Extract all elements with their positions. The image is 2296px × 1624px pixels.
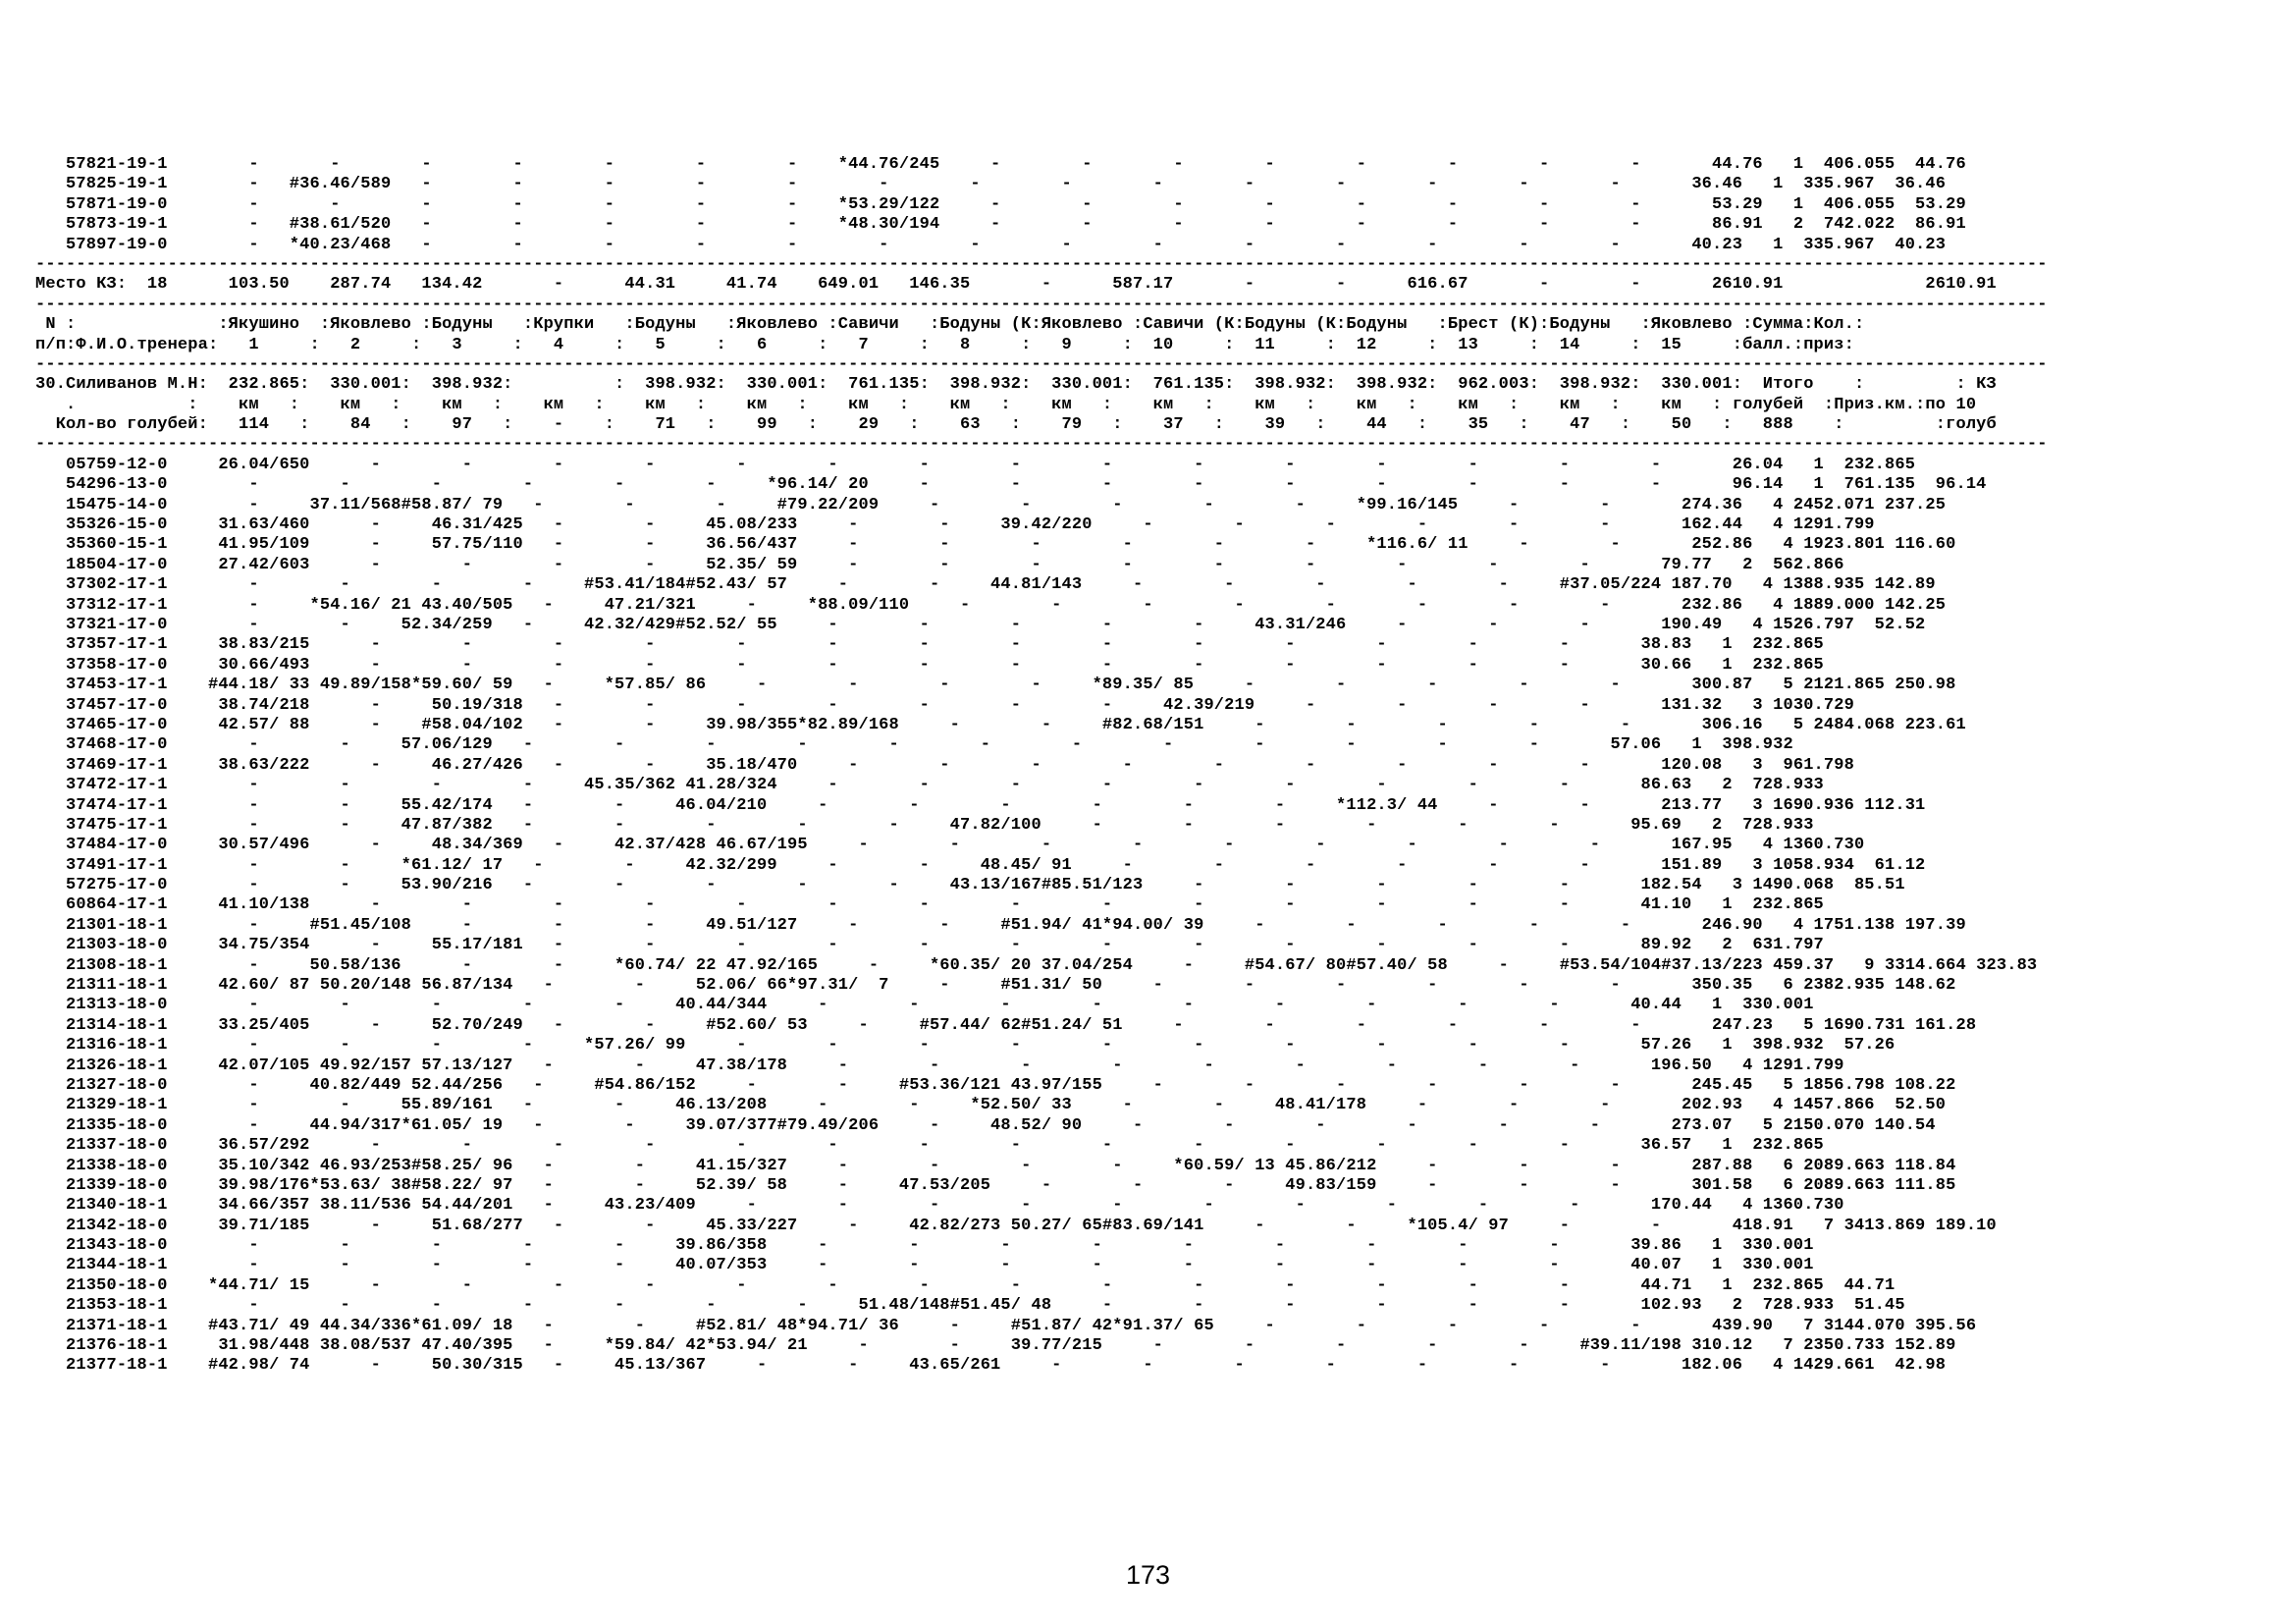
table-row: 57275-17-0 - - 53.90/216 - - - - - 43.13/167#85.51/123 - - - - - 182.54 3 1490.068 85.51 xyxy=(35,876,1905,895)
table-row: 21316-18-1 - - - - *57.26/ 99 - - - - - - - - - - 57.26 1 398.932 57.26 xyxy=(35,1036,1896,1056)
table-row: 21301-18-1 - #51.45/108 - - - 49.51/127 - - #51.94/ 41*94.00/ 39 - - - - - 246.90 4 1751.138 197.39 xyxy=(35,915,1966,935)
table-row: 21344-18-1 - - - - - 40.07/353 - - - - - - - - - 40.07 1 330.001 xyxy=(35,1256,1814,1275)
table-row: 21335-18-0 - 44.94/317*61.05/ 19 - - 39.07/377#79.49/206 - 48.52/ 90 - - - - - - 273.07 5 2150.070 140.54 xyxy=(35,1115,1936,1135)
table-row: 57825-19-1 - #36.46/589 - - - - - - - - - - - - - - 36.46 1 335.967 36.46 xyxy=(35,175,1947,194)
table-row: 21327-18-0 - 40.82/449 52.44/256 - #54.86/152 - - #53.36/121 43.97/155 - - - - - - 245.45 5 1856.798 108.22 xyxy=(35,1075,1956,1095)
table-row: 35326-15-0 31.63/460 - 46.31/425 - - 45.08/233 - - 39.42/220 - - - - - - 162.44 4 1291.799 xyxy=(35,515,1875,535)
summary-row: Место КЗ: 18 103.50 287.74 134.42 - 44.31 41.74 649.01 146.35 - 587.17 - - 616.67 - - 2610.91 2610.91 xyxy=(35,275,1997,295)
table-row: 21311-18-1 42.60/ 87 50.20/148 56.87/134 - - 52.06/ 66*97.31/ 7 - #51.31/ 50 - - - - - - 350.35 6 2382.935 148.62 xyxy=(35,976,1956,996)
table-row: 57871-19-0 - - - - - - - *53.29/122 - - - - - - - - 53.29 1 406.055 53.29 xyxy=(35,194,1966,214)
rule-line: ------------------------------------------------------------------------------------------------------------------------------------------------------------------------------------------------------ xyxy=(35,435,2048,455)
table-row: 21339-18-0 39.98/176*53.63/ 38#58.22/ 97 - - 52.39/ 58 - 47.53/205 - - - 49.83/159 - - - 301.58 6 2089.663 111.85 xyxy=(35,1175,1956,1195)
table-row: 37321-17-0 - - 52.34/259 - 42.32/429#52.52/ 55 - - - - - 43.31/246 - - - 190.49 4 1526.797 52.52 xyxy=(35,615,1926,634)
table-row: 37358-17-0 30.66/493 - - - - - - - - - - - - - - 30.66 1 232.865 xyxy=(35,655,1824,675)
table-row: 05759-12-0 26.04/650 - - - - - - - - - - - - - - - 26.04 1 232.865 xyxy=(35,455,1916,474)
trainer-header-row: . : км : км : км : км : км : км : км : км : км : км : км : км : км : км : км : голубей :Приз.км.:по 10 xyxy=(35,395,1977,414)
table-row: 21329-18-1 - - 55.89/161 - - 46.13/208 - - *52.50/ 33 - - 48.41/178 - - - 202.93 4 1457.866 52.50 xyxy=(35,1096,1947,1115)
table-row: 21350-18-0 *44.71/ 15 - - - - - - - - - - - - - - 44.71 1 232.865 44.71 xyxy=(35,1275,1896,1295)
table-row: 37312-17-1 - *54.16/ 21 43.40/505 - 47.21/321 - *88.09/110 - - - - - - - - 232.86 4 1889.000 142.25 xyxy=(35,595,1947,615)
table-row: 21376-18-1 31.98/448 38.08/537 47.40/395 - *59.84/ 42*53.94/ 21 - - 39.77/215 - - - - - #39.11/198 310.12 7 2350.733 152.89 xyxy=(35,1336,1956,1356)
table-row: 37302-17-1 - - - - #53.41/184#52.43/ 57 - - 44.81/143 - - - - - #37.05/224 187.70 4 1388.935 142.89 xyxy=(35,575,1936,595)
results-table-listing xyxy=(35,155,2048,1377)
table-row: 21353-18-1 - - - - - - - 51.48/148#51.45/ 48 - - - - - - 102.93 2 728.933 51.45 xyxy=(35,1296,1905,1316)
table-row: 57897-19-0 - *40.23/468 - - - - - - - - - - - - - - 40.23 1 335.967 40.23 xyxy=(35,235,1947,254)
table-row: 21326-18-1 42.07/105 49.92/157 57.13/127 - - 47.38/178 - - - - - - - - - 196.50 4 1291.799 xyxy=(35,1056,1844,1075)
trainer-header-row: Кол-во голубей: 114 : 84 : 97 : - : 71 : 99 : 29 : 63 : 79 : 37 : 39 : 44 : 35 : 47 : 50 : 888 : :голуб xyxy=(35,415,1997,435)
table-row: 37472-17-1 - - - - 45.35/362 41.28/324 - - - - - - - - - 86.63 2 728.933 xyxy=(35,776,1824,795)
rule-line: ------------------------------------------------------------------------------------------------------------------------------------------------------------------------------------------------------ xyxy=(35,295,2048,314)
table-row: 37475-17-1 - - 47.87/382 - - - - - 47.82/100 - - - - - - 95.69 2 728.933 xyxy=(35,815,1814,835)
table-row: 54296-13-0 - - - - - - *96.14/ 20 - - - - - - - - - 96.14 1 761.135 96.14 xyxy=(35,475,1987,495)
table-row: 60864-17-1 41.10/138 - - - - - - - - - - - - - - 41.10 1 232.865 xyxy=(35,895,1824,915)
table-row: 21340-18-1 34.66/357 38.11/536 54.44/201 - 43.23/409 - - - - - - - - - - 170.44 4 1360.730 xyxy=(35,1196,1844,1216)
table-row: 35360-15-1 41.95/109 - 57.75/110 - - 36.56/437 - - - - - - *116.6/ 11 - - 252.86 4 1923.801 116.60 xyxy=(35,535,1956,555)
table-row: 37468-17-0 - - 57.06/129 - - - - - - - - - - - - 57.06 1 398.932 xyxy=(35,735,1793,755)
table-row: 21342-18-0 39.71/185 - 51.68/277 - - 45.33/227 - 42.82/273 50.27/ 65#83.69/141 - - *105.4/ 97 - - 418.91 7 3413.869 189.10 xyxy=(35,1216,1997,1235)
table-row: 37357-17-1 38.83/215 - - - - - - - - - - - - - - 38.83 1 232.865 xyxy=(35,635,1824,655)
table-row: 21371-18-1 #43.71/ 49 44.34/336*61.09/ 18 - - #52.81/ 48*94.71/ 36 - #51.87/ 42*91.37/ 65 - - - - - 439.90 7 3144.070 395.56 xyxy=(35,1316,1977,1335)
table-row: 21377-18-1 #42.98/ 74 - 50.30/315 - 45.13/367 - - 43.65/261 - - - - - - - 182.06 4 1429.661 42.98 xyxy=(35,1356,1947,1376)
table-row: 21303-18-0 34.75/354 - 55.17/181 - - - - - - - - - - - - 89.92 2 631.797 xyxy=(35,936,1824,955)
table-row: 21337-18-0 36.57/292 - - - - - - - - - - - - - - 36.57 1 232.865 xyxy=(35,1136,1824,1156)
table-row: 57873-19-1 - #38.61/520 - - - - - *48.30/194 - - - - - - - - 86.91 2 742.022 86.91 xyxy=(35,215,1966,235)
table-row: 15475-14-0 - 37.11/568#58.87/ 79 - - - #79.22/209 - - - - - *99.16/145 - - 274.36 4 2452.071 237.25 xyxy=(35,495,1947,514)
table-row: 37491-17-1 - - *61.12/ 17 - - 42.32/299 - - 48.45/ 91 - - - - - - 151.89 3 1058.934 61.12 xyxy=(35,855,1926,875)
table-row: 37457-17-0 38.74/218 - 50.19/318 - - - - - - - 42.39/219 - - - - 131.32 3 1030.729 xyxy=(35,695,1854,715)
header-row: п/п:Ф.И.О.тренера: 1 : 2 : 3 : 4 : 5 : 6 : 7 : 8 : 9 : 10 : 11 : 12 : 13 : 14 : 15 :балл.:приз: xyxy=(35,335,1854,354)
table-row: 21313-18-0 - - - - - 40.44/344 - - - - - - - - - 40.44 1 330.001 xyxy=(35,996,1814,1015)
trainer-header-row: 30.Силиванов М.Н: 232.865: 330.001: 398.932: : 398.932: 330.001: 761.135: 398.932: 330.001: 761.135: 398.932: 398.932: 962.003: 398.932: 330.001: Итого : : КЗ xyxy=(35,375,1997,395)
page-number: 173 xyxy=(1125,1560,1171,1590)
table-row: 21343-18-0 - - - - - 39.86/358 - - - - - - - - - 39.86 1 330.001 xyxy=(35,1236,1814,1256)
table-row: 37453-17-1 #44.18/ 33 49.89/158*59.60/ 59 - *57.85/ 86 - - - - *89.35/ 85 - - - - - 300.87 5 2121.865 250.98 xyxy=(35,676,1956,695)
rule-line: ------------------------------------------------------------------------------------------------------------------------------------------------------------------------------------------------------ xyxy=(35,354,2048,374)
table-row: 37474-17-1 - - 55.42/174 - - 46.04/210 - - - - - - *112.3/ 44 - - 213.77 3 1690.936 112.31 xyxy=(35,795,1926,815)
header-row: N : :Якушино :Яковлево :Бодуны :Крупки :Бодуны :Яковлево :Савичи :Бодуны (К:Яковлево :Савичи (К:Бодуны (К:Бодуны :Брест (К):Бодуны :Яковлево :Сумма:Кол.: xyxy=(35,315,1865,335)
table-row: 57821-19-1 - - - - - - - *44.76/245 - - - - - - - - 44.76 1 406.055 44.76 xyxy=(35,155,1966,174)
table-row: 37465-17-0 42.57/ 88 - #58.04/102 - - 39.98/355*82.89/168 - - #82.68/151 - - - - - 306.16 5 2484.068 223.61 xyxy=(35,715,1966,734)
rule-line: ------------------------------------------------------------------------------------------------------------------------------------------------------------------------------------------------------ xyxy=(35,254,2048,274)
table-row: 21314-18-1 33.25/405 - 52.70/249 - - #52.60/ 53 - #57.44/ 62#51.24/ 51 - - - - - - 247.23 5 1690.731 161.28 xyxy=(35,1015,1977,1035)
table-row: 21338-18-0 35.10/342 46.93/253#58.25/ 96 - - 41.15/327 - - - - *60.59/ 13 45.86/212 - - - 287.88 6 2089.663 118.84 xyxy=(35,1156,1956,1175)
table-row: 18504-17-0 27.42/603 - - - - 52.35/ 59 - - - - - - - - - 79.77 2 562.866 xyxy=(35,555,1844,574)
table-row: 37469-17-1 38.63/222 - 46.27/426 - - 35.18/470 - - - - - - - - - 120.08 3 961.798 xyxy=(35,755,1854,775)
table-row: 37484-17-0 30.57/496 - 48.34/369 - 42.37/428 46.67/195 - - - - - - - - - 167.95 4 1360.730 xyxy=(35,836,1865,855)
table-row: 21308-18-1 - 50.58/136 - - *60.74/ 22 47.92/165 - *60.35/ 20 37.04/254 - #54.67/ 80#57.40/ 58 - #53.54/104#37.13/223 459.37 9 3314.664 323.83 xyxy=(35,955,2038,975)
